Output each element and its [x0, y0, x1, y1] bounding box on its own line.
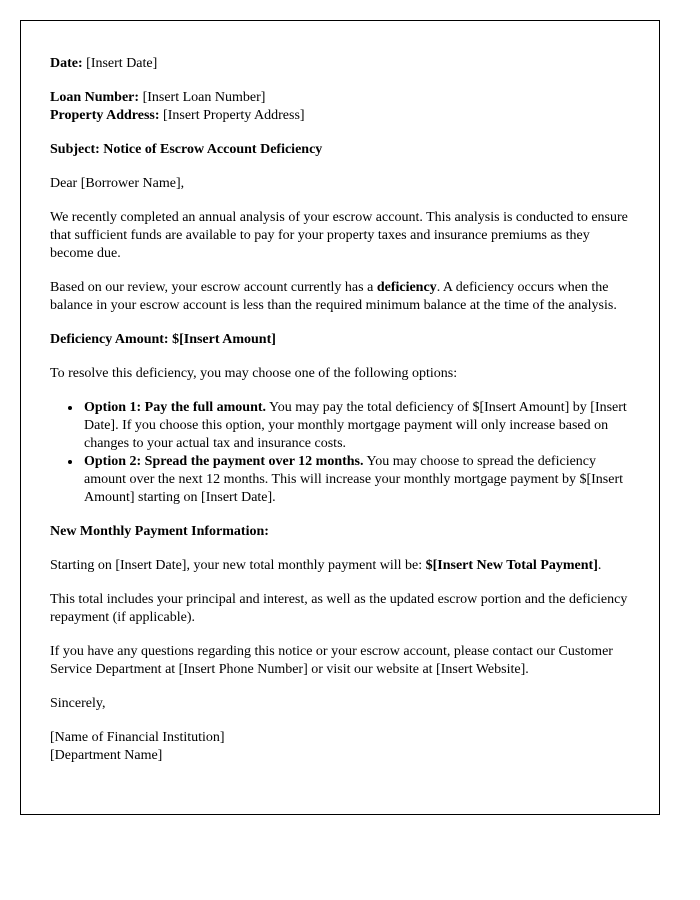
option-2-title: Option 2: Spread the payment over 12 months. — [84, 454, 364, 469]
deficiency-paragraph — [50, 279, 630, 315]
date-value: [Insert Date] — [86, 56, 158, 71]
new-payment-pre-text: Starting on [Insert Date], your new total monthly payment will be: — [50, 558, 426, 573]
closing-line: Sincerely, — [50, 696, 106, 711]
loan-number-value: [Insert Loan Number] — [142, 90, 266, 105]
salutation-line: Dear [Borrower Name], — [50, 176, 185, 191]
deficiency-bold-word: deficiency — [376, 280, 437, 295]
intro-paragraph: We recently completed an annual analysis of your escrow account. This analysis is conducted to ensure that sufficient funds are available to pay for your property taxes and insurance premiums as they become due. — [50, 210, 628, 261]
loan-number-label: Loan Number: — [50, 90, 140, 105]
options-intro-line: To resolve this deficiency, you may choose one of the following options: — [50, 366, 458, 381]
new-payment-paragraph — [50, 557, 630, 575]
option-1-text: You may pay the total deficiency of $[Insert Amount] by [Insert Date]. If you choose this option, your monthly mortgage payment will only increase based on changes to your actual tax and insurance costs. — [84, 400, 627, 451]
date-label: Date: — [50, 56, 83, 71]
date-line — [50, 55, 630, 73]
deficiency-pre-text: Based on our review, your escrow account currently has a — [50, 280, 377, 295]
option-item-1 — [82, 399, 630, 453]
subject-line — [50, 141, 630, 159]
option-item-2 — [82, 453, 630, 507]
option-1-title: Option 1: Pay the full amount. — [84, 400, 267, 415]
subject-text: Subject: Notice of Escrow Account Deficiency — [50, 142, 323, 157]
options-list — [50, 399, 630, 507]
deficiency-amount-line — [50, 331, 630, 349]
deficiency-amount-text: Deficiency Amount: $[Insert Amount] — [50, 332, 276, 347]
loan-property-block — [50, 89, 630, 125]
new-payment-heading — [50, 523, 630, 541]
deficiency-post-text: . A deficiency occurs when the balance in your escrow account is less than the required minimum balance at the time of the analysis. — [50, 280, 617, 313]
includes-paragraph: This total includes your principal and interest, as well as the updated escrow portion and the deficiency repayment (if applicable). — [50, 592, 628, 625]
new-payment-post-text: . — [597, 558, 602, 573]
option-2-text: You may choose to spread the deficiency amount over the next 12 months. This will increase your monthly mortgage payment by $[Insert Amount] starting on [Insert Date]. — [84, 454, 624, 505]
letter-page — [20, 20, 660, 815]
new-payment-bold-amount: $[Insert New Total Payment] — [425, 558, 598, 573]
contact-paragraph: If you have any questions regarding this notice or your escrow account, please contact our Customer Service Department at [Insert Phone Number] or visit our website at [Insert Website]. — [50, 644, 613, 677]
signature-department: [Department Name] — [50, 748, 163, 763]
new-payment-heading-text: New Monthly Payment Information: — [50, 524, 269, 539]
property-address-value: [Insert Property Address] — [163, 108, 305, 123]
signature-institution: [Name of Financial Institution] — [50, 730, 225, 745]
property-address-label: Property Address: — [50, 108, 160, 123]
signature-block — [50, 729, 630, 765]
